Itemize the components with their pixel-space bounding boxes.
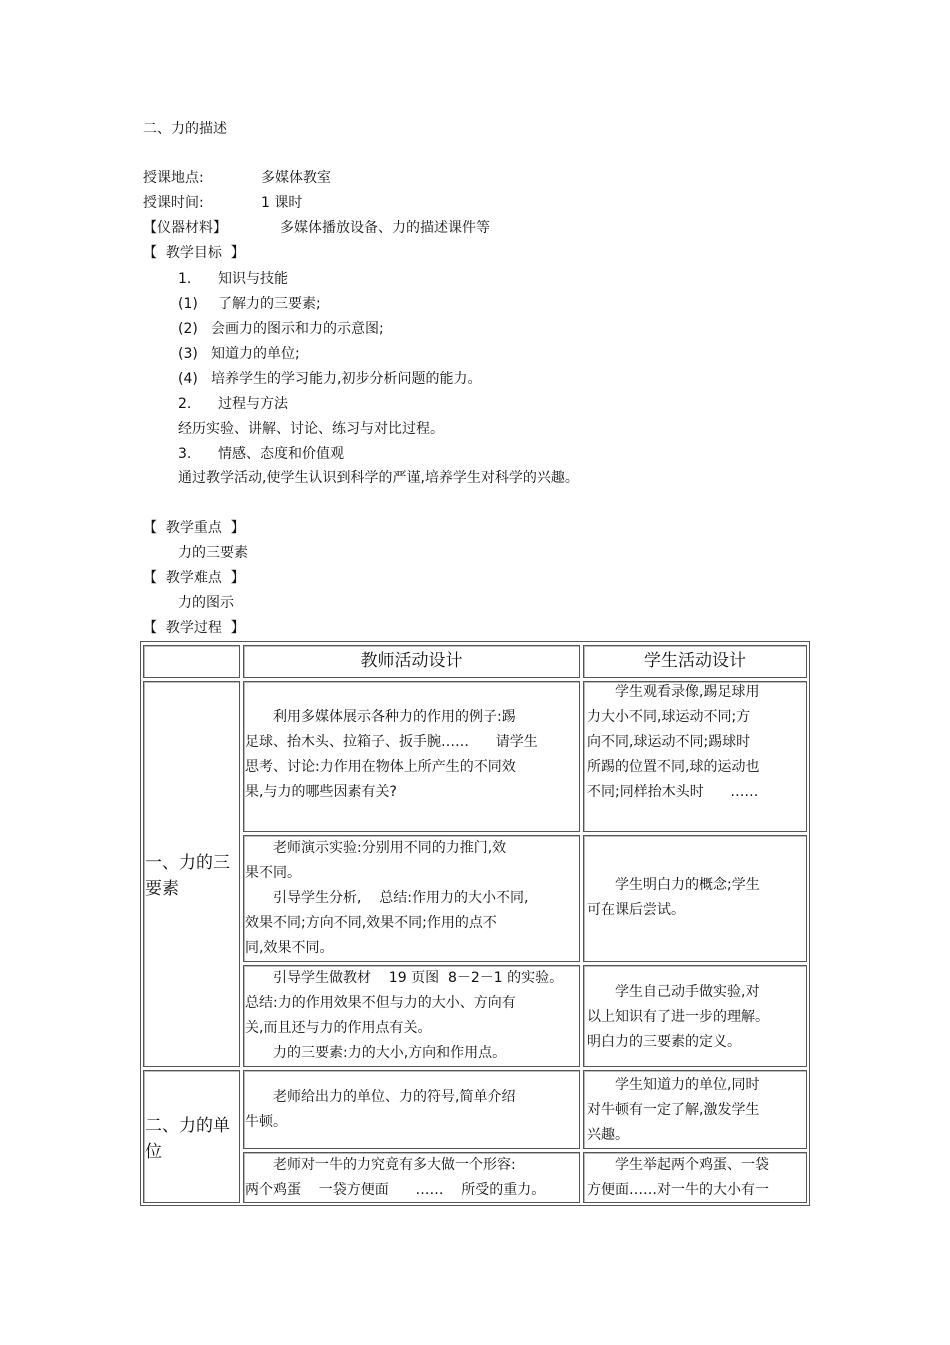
time-label: 授课时间: bbox=[143, 195, 204, 211]
row1-teacher-text: 利用多媒体展示各种力的作用的例子:踢 足球、抬木头、拉箱子、扳手腕…… 请学生 思考、讨论:力作用在物体上所产生的不同效 果,与力的哪些因素有关? bbox=[245, 709, 538, 800]
row4-student-text: 学生知道力的单位,同时 对牛顿有一定了解,激发学生 兴趣。 bbox=[587, 1077, 760, 1143]
goal-item-text: 会画力的图示和力的示意图; bbox=[211, 321, 384, 337]
row5-teacher-text: 老师对一牛的力究竟有多大做一个形容: 两个鸡蛋 一袋方便面 …… 所受的重力。 bbox=[245, 1157, 546, 1198]
goal1-title: 知识与技能 bbox=[218, 271, 288, 287]
row5-student-text: 学生举起两个鸡蛋、一袋 方便面……对一牛的大小有一 bbox=[587, 1157, 769, 1198]
equip-label: 【仪器材料】 bbox=[143, 220, 227, 236]
difficulty-heading: 【 教学难点 】 bbox=[143, 570, 245, 586]
goal-item-num: (2) bbox=[178, 321, 198, 337]
header-teacher: 教师活动设计 bbox=[360, 651, 463, 671]
key-heading: 【 教学重点 】 bbox=[143, 520, 245, 536]
goals-heading: 【 教学目标 】 bbox=[143, 245, 245, 261]
goal-item-num: (1) bbox=[178, 296, 198, 312]
place-value: 多媒体教室 bbox=[261, 170, 331, 186]
goal-item-text: 知道力的单位; bbox=[211, 346, 300, 362]
row1-student-text: 学生观看录像,踢足球用 力大小不同,球运动不同;方 向不同,球运动不同;踢球时 所踢的位置不同,球的运动也 不同;同样抬木头时 …… bbox=[587, 684, 760, 800]
key-text: 力的三要素 bbox=[178, 545, 248, 561]
doc-title: 二、力的描述 bbox=[143, 121, 227, 137]
row2-teacher-text: 老师演示实验:分别用不同的力推门,效 果不同。 引导学生分析, 总结:作用力的大小不同, 效果不同;方向不同,效果不同;作用的点不 同,效果不同。 bbox=[245, 840, 529, 956]
row2-student-text: 学生明白力的概念;学生 可在课后尝试。 bbox=[587, 877, 760, 918]
section1-label: 一、力的三 要素 bbox=[145, 853, 230, 899]
goal2-num: 2. bbox=[178, 396, 192, 412]
goal-item-num: (4) bbox=[178, 371, 198, 387]
goal-item-num: (3) bbox=[178, 346, 198, 362]
goal2-text: 经历实验、讲解、讨论、练习与对比过程。 bbox=[178, 421, 444, 437]
row3-teacher-text: 引导学生做教材 19 页图 8－2－1 的实验。 总结:力的作用效果不但与力的大小、方向有 关,而且还与力的作用点有关。 力的三要素:力的大小,方向和作用点。 bbox=[245, 970, 564, 1061]
goal3-text: 通过教学活动,使学生认识到科学的严谨,培养学生对科学的兴趣。 bbox=[178, 470, 579, 486]
place-label: 授课地点: bbox=[143, 170, 204, 186]
header-student: 学生活动设计 bbox=[644, 651, 746, 671]
equip-value: 多媒体播放设备、力的描述课件等 bbox=[280, 220, 490, 236]
header-empty-cell bbox=[143, 645, 240, 678]
goal3-title: 情感、态度和价值观 bbox=[218, 446, 344, 462]
goal1-num: 1. bbox=[178, 271, 192, 287]
goal2-title: 过程与方法 bbox=[218, 396, 288, 412]
goal3-num: 3. bbox=[178, 446, 192, 462]
row3-student-text: 学生自己动手做实验,对 以上知识有了进一步的理解。 明白力的三要素的定义。 bbox=[587, 984, 769, 1050]
goal-item-text: 培养学生的学习能力,初步分析问题的能力。 bbox=[211, 371, 482, 387]
difficulty-text: 力的图示 bbox=[178, 595, 234, 611]
goal-item-text: 了解力的三要素; bbox=[218, 296, 321, 312]
time-value: 1 课时 bbox=[261, 195, 303, 211]
section2-label: 二、力的单 位 bbox=[145, 1116, 230, 1162]
row4-teacher-text: 老师给出力的单位、力的符号,简单介绍 牛顿。 bbox=[245, 1089, 516, 1130]
process-heading: 【 教学过程 】 bbox=[143, 620, 245, 636]
